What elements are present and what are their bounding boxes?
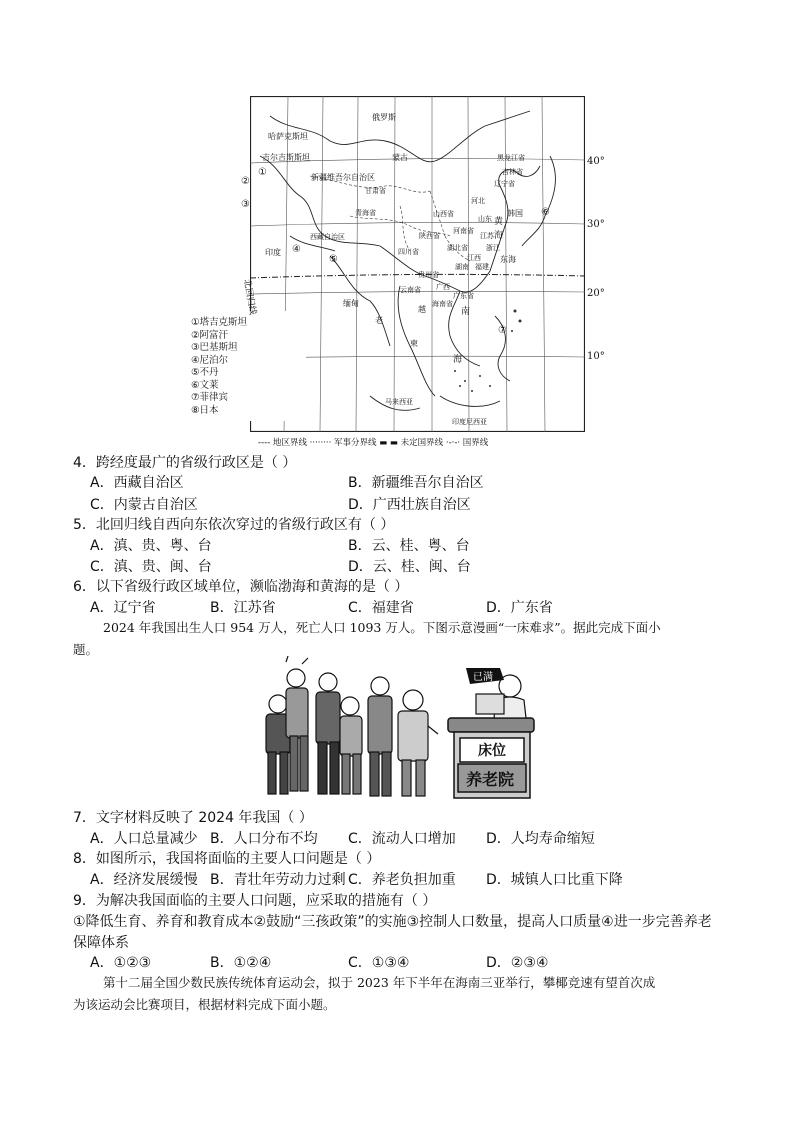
map-label: 贵州省 bbox=[418, 271, 439, 279]
map-label: 陕西省 bbox=[419, 232, 440, 240]
question-8-stem: 8．如图所示，我国将面临的主要人口问题是（ ） bbox=[73, 851, 381, 867]
legend-item: ⑧日本 bbox=[191, 404, 219, 416]
question-4-option-b[interactable]: B．新疆维吾尔自治区 bbox=[348, 475, 484, 491]
map-label: 福建 bbox=[475, 263, 489, 271]
map-label: 韩国 bbox=[507, 209, 523, 218]
question-4-stem: 4．跨经度最广的省级行政区是（ ） bbox=[73, 455, 297, 471]
question-6-option-d[interactable]: D．广东省 bbox=[486, 600, 553, 616]
question-7-option-b[interactable]: B．人口分布不均 bbox=[210, 831, 318, 847]
map-label: 海 bbox=[453, 355, 463, 365]
legend-item: ⑤不丹 bbox=[191, 367, 219, 378]
map-label: 江苏 bbox=[480, 232, 494, 240]
map-marker: ⑥ bbox=[541, 207, 550, 218]
legend-item: ①塔吉克斯坦 bbox=[191, 317, 248, 328]
map-label: 黄 bbox=[494, 217, 504, 227]
map-label: 老 bbox=[375, 316, 383, 325]
passage-line: 第十二届全国少数民族传统体育运动会，拟于 2023 年下半年在海南三亚举行，攀椰竞速有望首次成 bbox=[103, 975, 656, 990]
question-7-stem: 7．文字材料反映了 2024 年我国（ ） bbox=[73, 810, 313, 826]
map-marker: ③ bbox=[241, 199, 250, 210]
map-label: 缅甸 bbox=[343, 299, 359, 308]
map-label: 印度尼西亚 bbox=[452, 418, 487, 426]
question-6-option-a[interactable]: A．辽宁省 bbox=[90, 600, 156, 616]
question-4-option-d[interactable]: D．广西壮族自治区 bbox=[348, 497, 471, 513]
map-label: 甘肃省 bbox=[365, 187, 386, 195]
lat-label: 30° bbox=[587, 219, 605, 230]
question-6-option-b[interactable]: B．江苏省 bbox=[210, 600, 276, 616]
map-label: 山东 bbox=[478, 215, 492, 223]
passage-line: 题。 bbox=[73, 642, 99, 657]
map-label: 海 bbox=[494, 231, 504, 241]
legend-item: ⑥文莱 bbox=[191, 379, 219, 391]
map-label: 四川省 bbox=[398, 248, 419, 256]
lat-label: 10° bbox=[587, 351, 605, 362]
question-6-option-c[interactable]: C．福建省 bbox=[348, 600, 414, 616]
map-label: 东海 bbox=[500, 255, 516, 264]
question-6-stem: 6．以下省级行政区域单位，濒临渤海和黄海的是（ ） bbox=[73, 579, 409, 595]
map-label: 俄罗斯 bbox=[372, 113, 396, 122]
question-5-option-b[interactable]: B．云、桂、粤、台 bbox=[348, 538, 470, 554]
legend-item: ④尼泊尔 bbox=[191, 354, 229, 366]
map-label: 柬 bbox=[410, 339, 418, 348]
map-label: 广东省 bbox=[453, 292, 474, 300]
map-label: 海南省 bbox=[432, 300, 453, 308]
passage-line: 为该运动会比赛项目，根据材料完成下面小题。 bbox=[73, 997, 336, 1012]
question-5-stem: 5．北回归线自西向东依次穿过的省级行政区有（ ） bbox=[73, 517, 395, 533]
cartoon-sign-full: 已满 bbox=[473, 672, 493, 683]
map-marker: ⑦ bbox=[498, 325, 507, 336]
cartoon-nursing-home bbox=[258, 656, 540, 802]
map-label: 吉尔吉斯斯坦 bbox=[262, 153, 310, 162]
question-9-option-b[interactable]: B．①②④ bbox=[210, 955, 272, 971]
map-label: 南 bbox=[461, 307, 471, 317]
map-label: 浙江 bbox=[486, 244, 500, 252]
map-label: 河南省 bbox=[453, 227, 474, 235]
map-label: 湖北省 bbox=[447, 244, 468, 252]
map-label: 印度 bbox=[265, 248, 281, 257]
map-label: 越 bbox=[418, 305, 426, 314]
map-label: 新疆维吾尔自治区 bbox=[311, 173, 375, 182]
map-line-legend: ---- 地区界线 ········ 军事分界线 ▬ ▬ 未定国界线 ·-·-· 国界线 bbox=[258, 438, 489, 448]
question-5-option-c[interactable]: C．滇、贵、闽、台 bbox=[90, 559, 212, 575]
lat-label: 40° bbox=[587, 156, 605, 167]
question-9-option-a[interactable]: A．①②③ bbox=[90, 955, 152, 971]
map-label: 马来西亚 bbox=[385, 398, 413, 406]
map-marker: ⑤ bbox=[329, 254, 338, 265]
map-label: 湖南 bbox=[455, 263, 469, 271]
question-9-measures-cont: 保障体系 bbox=[73, 935, 129, 951]
question-7-option-a[interactable]: A．人口总量减少 bbox=[90, 831, 198, 847]
map-label: 蒙古 bbox=[392, 153, 408, 162]
cartoon-sign-home: 养老院 bbox=[466, 770, 515, 789]
map-label: 广西 bbox=[436, 283, 450, 291]
map-label: 江西 bbox=[467, 254, 481, 262]
map-label: 黑龙江省 bbox=[497, 154, 525, 162]
question-9-option-d[interactable]: D．②③④ bbox=[486, 955, 549, 971]
question-8-option-b[interactable]: B．青壮年劳动力过剩 bbox=[210, 872, 346, 888]
passage-line: 2024 年我国出生人口 954 万人，死亡人口 1093 万人。下图示意漫画“一床难求”。据此完成下面小 bbox=[103, 620, 661, 635]
question-4-option-a[interactable]: A．西藏自治区 bbox=[90, 475, 184, 491]
map-marker: ② bbox=[241, 176, 250, 187]
map-label: 西藏自治区 bbox=[310, 233, 345, 241]
map-svg bbox=[250, 96, 585, 432]
question-7-option-c[interactable]: C．流动人口增加 bbox=[348, 831, 456, 847]
map-label: 吉林省 bbox=[502, 168, 523, 176]
map-label: 云南省 bbox=[400, 286, 421, 294]
map-label-tropic: 北回归线 bbox=[241, 278, 258, 316]
map-label: 辽宁省 bbox=[494, 180, 515, 188]
question-9-stem: 9．为解决我国面临的主要人口问题，应采取的措施有（ ） bbox=[73, 893, 437, 909]
lat-label: 20° bbox=[587, 288, 605, 299]
question-8-option-a[interactable]: A．经济发展缓慢 bbox=[90, 872, 198, 888]
question-5-option-a[interactable]: A．滇、贵、粤、台 bbox=[90, 538, 212, 554]
question-5-option-d[interactable]: D．云、桂、闽、台 bbox=[348, 559, 471, 575]
map-label: 河北 bbox=[471, 197, 485, 205]
legend-item: ②阿富汗 bbox=[191, 329, 229, 341]
cartoon-sign-bed: 床位 bbox=[478, 743, 506, 759]
question-9-measures: ①降低生育、养育和教育成本②鼓励“三孩政策”的实施③控制人口数量，提高人口质量④进一步完善养老 bbox=[73, 914, 712, 930]
legend-item: ⑦菲律宾 bbox=[191, 392, 229, 403]
passage-population bbox=[73, 617, 733, 661]
question-4-option-c[interactable]: C．内蒙古自治区 bbox=[90, 497, 198, 513]
passage-sports bbox=[73, 972, 733, 1016]
legend-item: ③巴基斯坦 bbox=[191, 342, 238, 353]
map-label: 山西省 bbox=[433, 210, 454, 218]
map-label: 哈萨克斯坦 bbox=[268, 132, 308, 141]
map-country-legend bbox=[191, 317, 247, 417]
map-label: 青海省 bbox=[355, 209, 376, 217]
map-marker: ④ bbox=[292, 244, 301, 255]
question-8-option-c[interactable]: C．养老负担加重 bbox=[348, 872, 456, 888]
map-marker: ① bbox=[258, 167, 267, 178]
question-8-option-d[interactable]: D．城镇人口比重下降 bbox=[486, 872, 623, 888]
question-9-option-c[interactable]: C．①③④ bbox=[348, 955, 410, 971]
question-7-option-d[interactable]: D．人均寿命缩短 bbox=[486, 831, 595, 847]
